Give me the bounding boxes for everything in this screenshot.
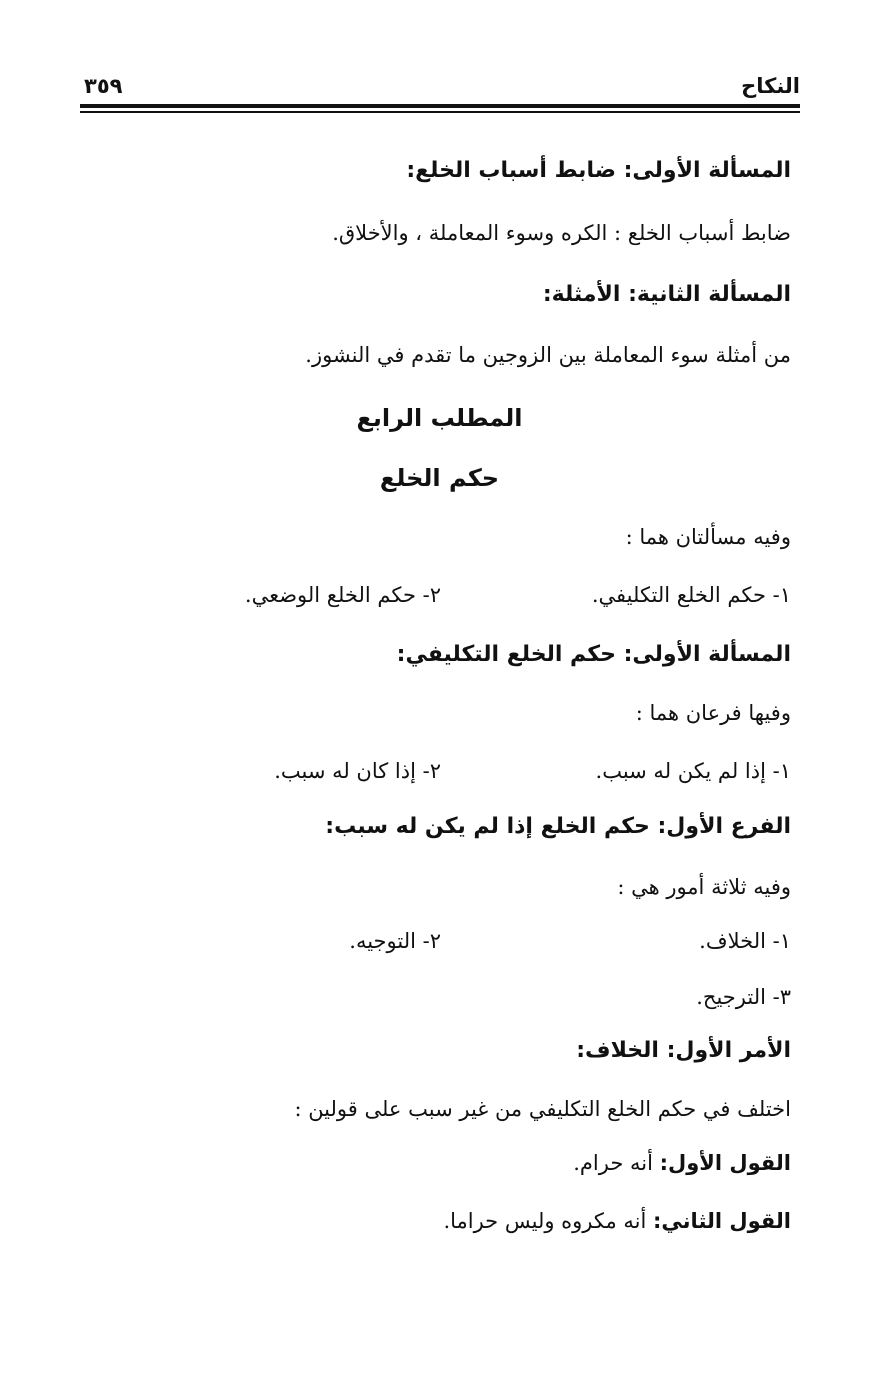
opinion-2-text: أنه مكروه وليس حراما. xyxy=(443,1209,654,1233)
paragraph-two-branches: وفيها فرعان هما : xyxy=(635,701,791,725)
list-item: ٢- التوجيه. xyxy=(349,929,441,953)
heading-branch-1: الفرع الأول: حكم الخلع إذا لم يكن له سبب: xyxy=(325,814,791,839)
list-item: ١- حكم الخلع التكليفي. xyxy=(591,583,791,607)
paragraph-three-matters: وفيه ثلاثة أمور هي : xyxy=(617,875,791,899)
chapter-title: النكاح xyxy=(741,74,800,98)
list-item: ٢- إذا كان له سبب. xyxy=(274,759,441,783)
opinion-1 xyxy=(573,1148,791,1178)
page-number: ٣٥٩ xyxy=(84,74,123,98)
paragraph-disagreement: اختلف في حكم الخلع التكليفي من غير سبب على قولين : xyxy=(294,1097,791,1121)
section-title: المطلب الرابع xyxy=(356,404,523,432)
paragraph-two-issues: وفيه مسألتان هما : xyxy=(625,525,791,549)
heading-matter-1: الأمر الأول: الخلاف: xyxy=(576,1038,791,1063)
opinion-1-text: أنه حرام. xyxy=(573,1151,660,1175)
paragraph-causes: ضابط أسباب الخلع : الكره وسوء المعاملة ، والأخلاق. xyxy=(332,221,791,245)
list-item: ١- الخلاف. xyxy=(699,929,791,953)
header-rule-thick xyxy=(80,104,800,108)
opinion-2-label: القول الثاني: xyxy=(653,1209,791,1233)
heading-issue-1-ruling: المسألة الأولى: حكم الخلع التكليفي: xyxy=(396,642,791,667)
list-item: ١- إذا لم يكن له سبب. xyxy=(595,759,791,783)
section-subtitle: حكم الخلع xyxy=(379,464,500,492)
opinion-1-label: القول الأول: xyxy=(659,1151,791,1175)
list-item: ٣- الترجيح. xyxy=(696,985,791,1009)
running-header xyxy=(80,74,800,100)
list-item: ٢- حكم الخلع الوضعي. xyxy=(244,583,441,607)
header-rule-thin xyxy=(80,111,800,113)
heading-issue-2: المسألة الثانية: الأمثلة: xyxy=(542,282,791,307)
paragraph-examples: من أمثلة سوء المعاملة بين الزوجين ما تقدم في النشوز. xyxy=(305,343,791,367)
heading-issue-1: المسألة الأولى: ضابط أسباب الخلع: xyxy=(406,158,791,183)
opinion-2 xyxy=(443,1206,791,1236)
